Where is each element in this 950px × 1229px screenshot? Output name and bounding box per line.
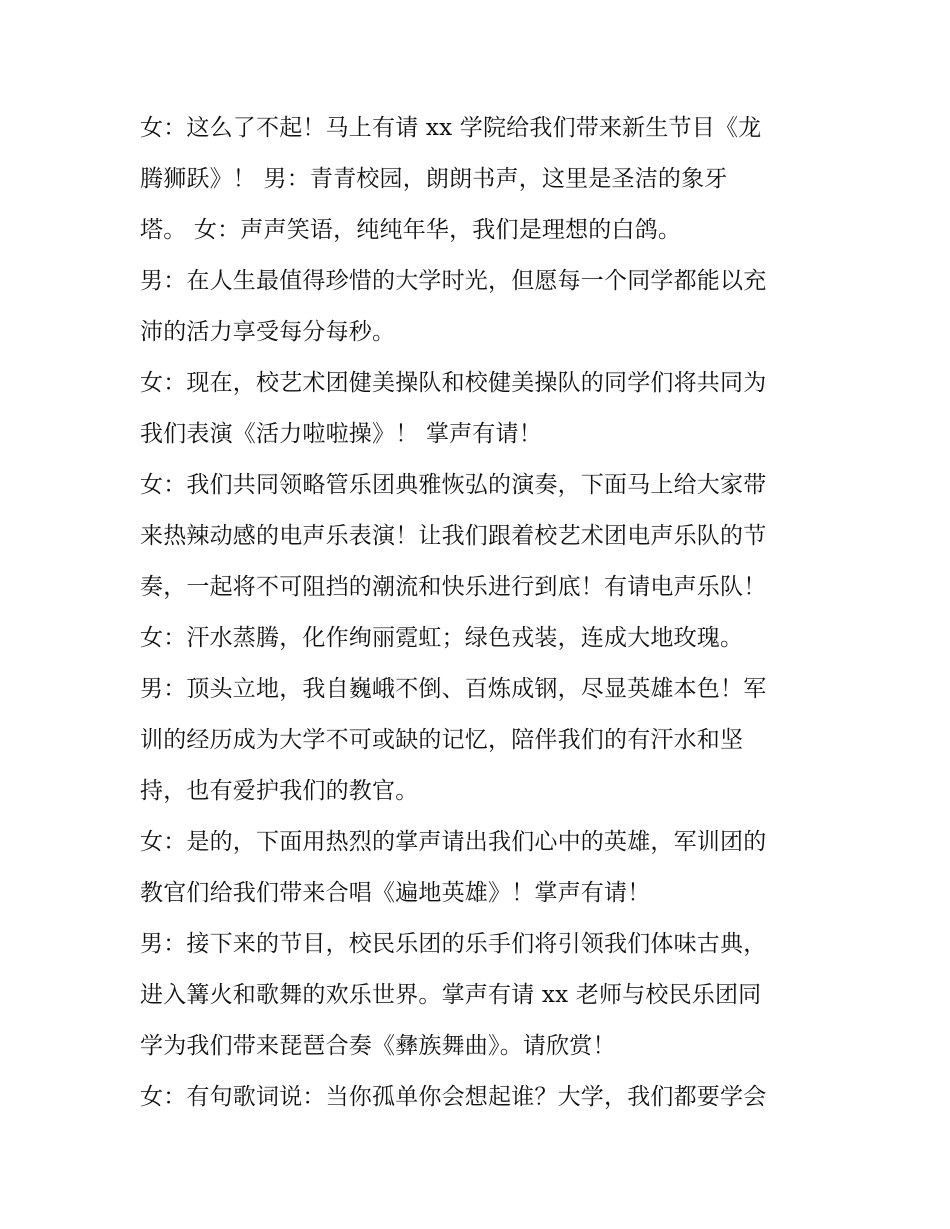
text-line: 教官们给我们带来合唱《遍地英雄》！掌声有请！: [140, 880, 651, 906]
text-line: 女：有句歌词说：当你孤单你会想起谁？大学，我们都要学会: [140, 1084, 767, 1110]
text-line: 男：接下来的节目，校民乐团的乐手们将引领我们体味古典，: [140, 931, 767, 957]
text-line: 我们表演《活力啦啦操》！ 掌声有请！: [140, 421, 542, 447]
text-line: 奏，一起将不可阻挡的潮流和快乐进行到底！有请电声乐队！: [140, 574, 767, 600]
text-line: 学为我们带来琵琶合奏《彝族舞曲》。请欣赏！: [140, 1033, 616, 1059]
text-line: 女：这么了不起！马上有请 xx 学院给我们带来新生节目《龙: [140, 115, 762, 141]
text-line: 女：汗水蒸腾，化作绚丽霓虹；绿色戎装，连成大地玫瑰。: [140, 625, 744, 651]
text-line: 男：在人生最值得珍惜的大学时光，但愿每一个同学都能以充: [140, 268, 767, 294]
text-line: 沛的活力享受每分每秒。: [140, 319, 396, 345]
text-line: 女：现在，校艺术团健美操队和校健美操队的同学们将共同为: [140, 370, 767, 396]
text-line: 训的经历成为大学不可或缺的记忆，陪伴我们的有汗水和坚: [140, 727, 744, 753]
text-line: 进入篝火和歌舞的欢乐世界。掌声有请 xx 老师与校民乐团同: [140, 982, 762, 1008]
text-line: 腾狮跃》！ 男：青青校园，朗朗书声，这里是圣洁的象牙: [140, 166, 728, 192]
document-body: [140, 103, 820, 1123]
text-line: 来热辣动感的电声乐表演！让我们跟着校艺术团电声乐队的节: [140, 523, 767, 549]
text-line: 女：我们共同领略管乐团典雅恢弘的演奏，下面马上给大家带: [140, 472, 767, 498]
text-line: 女：是的，下面用热烈的掌声请出我们心中的英雄，军训团的: [140, 829, 767, 855]
text-line: 塔。 女：声声笑语，纯纯年华，我们是理想的白鸽。: [140, 217, 682, 243]
text-line: 持，也有爱护我们的教官。: [140, 778, 419, 804]
text-line: 男：顶头立地，我自巍峨不倒、百炼成钢，尽显英雄本色！军: [140, 676, 767, 702]
